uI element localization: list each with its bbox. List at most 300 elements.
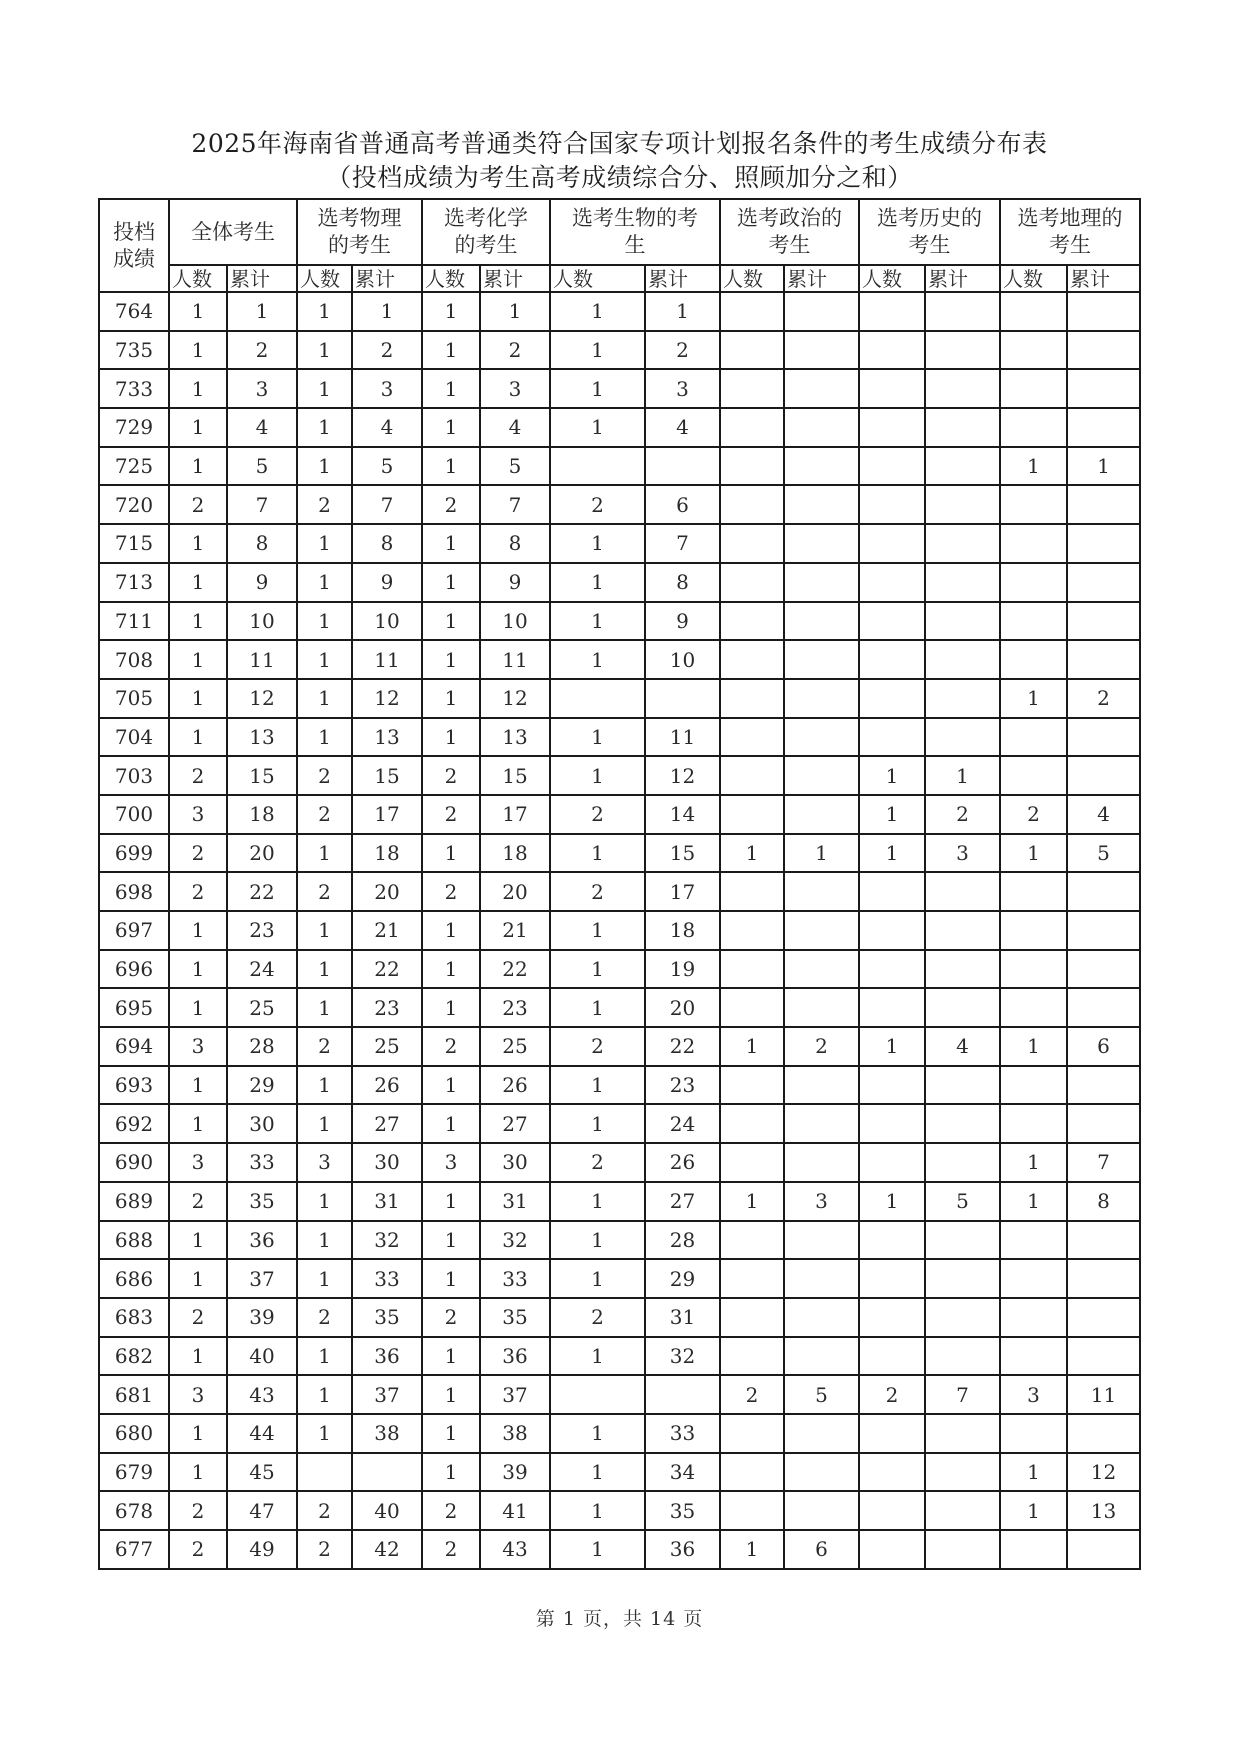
score-cell: 680 bbox=[99, 1414, 169, 1453]
cumulative-cell: 2 bbox=[645, 331, 720, 370]
cumulative-cell: 18 bbox=[227, 795, 297, 834]
count-cell: 1 bbox=[169, 718, 227, 757]
count-cell: 1 bbox=[720, 834, 784, 873]
count-cell: 1 bbox=[169, 408, 227, 447]
count-cell: 1 bbox=[1000, 1182, 1067, 1221]
cumulative-cell: 40 bbox=[227, 1337, 297, 1376]
table-row bbox=[99, 485, 1140, 524]
cumulative-cell: 10 bbox=[227, 602, 297, 641]
cumulative-cell: 32 bbox=[352, 1221, 422, 1260]
cumulative-cell: 8 bbox=[645, 563, 720, 602]
score-cell: 678 bbox=[99, 1491, 169, 1530]
score-cell: 689 bbox=[99, 1182, 169, 1221]
count-cell bbox=[550, 679, 645, 718]
count-cell bbox=[1000, 1221, 1067, 1260]
table-row bbox=[99, 795, 1140, 834]
cumulative-cell: 4 bbox=[352, 408, 422, 447]
cumulative-cell: 29 bbox=[645, 1259, 720, 1298]
count-cell: 1 bbox=[297, 563, 352, 602]
cumulative-cell bbox=[925, 950, 1000, 989]
cumulative-cell bbox=[925, 1491, 1000, 1530]
cumulative-cell bbox=[1067, 1066, 1140, 1105]
cumulative-cell: 33 bbox=[227, 1143, 297, 1182]
cumulative-cell bbox=[925, 369, 1000, 408]
cumulative-cell: 4 bbox=[645, 408, 720, 447]
cumulative-cell: 11 bbox=[645, 718, 720, 757]
cumulative-cell bbox=[784, 872, 859, 911]
cumulative-cell: 9 bbox=[227, 563, 297, 602]
count-cell bbox=[1000, 408, 1067, 447]
count-cell: 1 bbox=[422, 1066, 480, 1105]
count-cell bbox=[859, 1530, 925, 1569]
cumulative-cell bbox=[1067, 1298, 1140, 1337]
group-header-history: 选考历史的考生 bbox=[859, 199, 1000, 265]
cumulative-cell bbox=[784, 485, 859, 524]
count-cell: 1 bbox=[550, 408, 645, 447]
cumulative-cell: 30 bbox=[227, 1104, 297, 1143]
count-cell bbox=[720, 718, 784, 757]
cumulative-cell: 22 bbox=[227, 872, 297, 911]
cumulative-cell: 24 bbox=[645, 1104, 720, 1143]
cumulative-cell: 2 bbox=[227, 331, 297, 370]
cumulative-cell: 18 bbox=[352, 834, 422, 873]
cumulative-cell: 4 bbox=[1067, 795, 1140, 834]
count-cell bbox=[1000, 872, 1067, 911]
cumulative-cell bbox=[784, 447, 859, 486]
cumulative-cell: 13 bbox=[227, 718, 297, 757]
cumulative-cell: 12 bbox=[645, 756, 720, 795]
count-cell: 1 bbox=[297, 1182, 352, 1221]
cumulative-cell: 1 bbox=[480, 292, 550, 331]
cumulative-cell: 13 bbox=[480, 718, 550, 757]
cumulative-cell bbox=[784, 563, 859, 602]
cumulative-cell: 27 bbox=[645, 1182, 720, 1221]
count-cell bbox=[1000, 1414, 1067, 1453]
cumulative-cell bbox=[784, 1298, 859, 1337]
cumulative-cell bbox=[784, 369, 859, 408]
cumulative-cell: 22 bbox=[645, 1027, 720, 1066]
count-cell: 1 bbox=[422, 369, 480, 408]
cumulative-cell: 33 bbox=[645, 1414, 720, 1453]
count-cell bbox=[1000, 718, 1067, 757]
subheader-count: 人数 bbox=[169, 265, 227, 292]
count-cell bbox=[859, 1414, 925, 1453]
table-row bbox=[99, 872, 1140, 911]
count-cell: 1 bbox=[169, 640, 227, 679]
count-cell: 1 bbox=[297, 408, 352, 447]
count-cell: 1 bbox=[550, 1182, 645, 1221]
cumulative-cell bbox=[1067, 756, 1140, 795]
count-cell: 1 bbox=[422, 1259, 480, 1298]
count-cell bbox=[720, 988, 784, 1027]
count-cell: 1 bbox=[169, 1104, 227, 1143]
cumulative-cell bbox=[784, 331, 859, 370]
cumulative-cell bbox=[1067, 331, 1140, 370]
count-cell: 1 bbox=[169, 1453, 227, 1492]
count-cell bbox=[720, 872, 784, 911]
cumulative-cell: 31 bbox=[352, 1182, 422, 1221]
cumulative-cell: 17 bbox=[480, 795, 550, 834]
group-header-physics: 选考物理的考生 bbox=[297, 199, 422, 265]
count-cell bbox=[859, 911, 925, 950]
count-cell bbox=[859, 485, 925, 524]
count-cell: 1 bbox=[422, 1375, 480, 1414]
table-row bbox=[99, 1104, 1140, 1143]
count-cell: 1 bbox=[550, 331, 645, 370]
cumulative-cell bbox=[925, 447, 1000, 486]
cumulative-cell bbox=[1067, 563, 1140, 602]
count-cell: 3 bbox=[422, 1143, 480, 1182]
count-cell: 2 bbox=[297, 872, 352, 911]
score-cell: 695 bbox=[99, 988, 169, 1027]
score-cell: 715 bbox=[99, 524, 169, 563]
count-cell: 1 bbox=[550, 602, 645, 641]
cumulative-cell bbox=[784, 1104, 859, 1143]
cumulative-cell bbox=[925, 1143, 1000, 1182]
cumulative-cell: 2 bbox=[1067, 679, 1140, 718]
count-cell: 1 bbox=[297, 834, 352, 873]
table-row bbox=[99, 834, 1140, 873]
cumulative-cell: 1 bbox=[227, 292, 297, 331]
cumulative-cell: 2 bbox=[784, 1027, 859, 1066]
count-cell bbox=[859, 872, 925, 911]
table-row bbox=[99, 1337, 1140, 1376]
cumulative-cell: 1 bbox=[784, 834, 859, 873]
count-cell bbox=[859, 369, 925, 408]
count-cell: 1 bbox=[169, 369, 227, 408]
count-cell: 1 bbox=[169, 1337, 227, 1376]
cumulative-cell: 36 bbox=[645, 1530, 720, 1569]
cumulative-cell: 10 bbox=[480, 602, 550, 641]
count-cell: 1 bbox=[422, 292, 480, 331]
cumulative-cell bbox=[784, 1066, 859, 1105]
count-cell: 2 bbox=[297, 795, 352, 834]
table-row bbox=[99, 988, 1140, 1027]
cumulative-cell: 5 bbox=[1067, 834, 1140, 873]
cumulative-cell bbox=[925, 331, 1000, 370]
count-cell: 1 bbox=[422, 988, 480, 1027]
count-cell: 2 bbox=[297, 1530, 352, 1569]
count-cell bbox=[859, 1143, 925, 1182]
count-cell: 1 bbox=[859, 795, 925, 834]
score-cell: 693 bbox=[99, 1066, 169, 1105]
count-cell bbox=[720, 369, 784, 408]
count-cell: 1 bbox=[859, 834, 925, 873]
count-cell: 1 bbox=[169, 1414, 227, 1453]
group-header-geography: 选考地理的考生 bbox=[1000, 199, 1140, 265]
cumulative-cell: 35 bbox=[645, 1491, 720, 1530]
count-cell: 2 bbox=[297, 1491, 352, 1530]
count-cell bbox=[1000, 1066, 1067, 1105]
cumulative-cell bbox=[784, 640, 859, 679]
cumulative-cell: 19 bbox=[645, 950, 720, 989]
cumulative-cell: 7 bbox=[352, 485, 422, 524]
cumulative-cell bbox=[925, 911, 1000, 950]
table-row bbox=[99, 911, 1140, 950]
count-cell: 1 bbox=[550, 369, 645, 408]
cumulative-cell: 5 bbox=[480, 447, 550, 486]
count-cell: 1 bbox=[169, 1259, 227, 1298]
cumulative-cell bbox=[925, 640, 1000, 679]
subheader-count: 人数 bbox=[859, 265, 925, 292]
cumulative-cell: 23 bbox=[352, 988, 422, 1027]
count-cell bbox=[1000, 563, 1067, 602]
count-cell: 1 bbox=[297, 640, 352, 679]
count-cell bbox=[859, 292, 925, 331]
count-cell: 1 bbox=[720, 1182, 784, 1221]
cumulative-cell: 13 bbox=[1067, 1491, 1140, 1530]
cumulative-cell: 35 bbox=[480, 1298, 550, 1337]
count-cell: 1 bbox=[1000, 447, 1067, 486]
count-cell: 1 bbox=[297, 1104, 352, 1143]
score-cell: 711 bbox=[99, 602, 169, 641]
count-cell: 2 bbox=[169, 834, 227, 873]
cumulative-cell: 11 bbox=[352, 640, 422, 679]
count-cell: 2 bbox=[169, 756, 227, 795]
count-cell bbox=[1000, 524, 1067, 563]
cumulative-cell bbox=[784, 718, 859, 757]
cumulative-cell: 28 bbox=[645, 1221, 720, 1260]
cumulative-cell: 2 bbox=[925, 795, 1000, 834]
cumulative-cell: 32 bbox=[645, 1337, 720, 1376]
cumulative-cell: 35 bbox=[352, 1298, 422, 1337]
score-cell: 686 bbox=[99, 1259, 169, 1298]
cumulative-cell: 9 bbox=[645, 602, 720, 641]
count-cell bbox=[859, 950, 925, 989]
score-cell: 699 bbox=[99, 834, 169, 873]
count-cell bbox=[859, 1491, 925, 1530]
cumulative-cell bbox=[1067, 369, 1140, 408]
cumulative-cell: 12 bbox=[1067, 1453, 1140, 1492]
count-cell: 1 bbox=[422, 1453, 480, 1492]
score-cell: 688 bbox=[99, 1221, 169, 1260]
score-column-header: 投档成绩 bbox=[99, 199, 169, 292]
count-cell bbox=[859, 640, 925, 679]
cumulative-cell: 31 bbox=[480, 1182, 550, 1221]
count-cell bbox=[1000, 1104, 1067, 1143]
cumulative-cell bbox=[925, 602, 1000, 641]
count-cell bbox=[859, 408, 925, 447]
count-cell: 2 bbox=[169, 1491, 227, 1530]
cumulative-cell: 4 bbox=[925, 1027, 1000, 1066]
count-cell: 1 bbox=[422, 1221, 480, 1260]
cumulative-cell: 37 bbox=[352, 1375, 422, 1414]
cumulative-cell bbox=[1067, 950, 1140, 989]
count-cell: 2 bbox=[550, 1143, 645, 1182]
subheader-count: 人数 bbox=[1000, 265, 1067, 292]
count-cell: 1 bbox=[550, 834, 645, 873]
table-row bbox=[99, 718, 1140, 757]
count-cell bbox=[550, 447, 645, 486]
count-cell bbox=[720, 292, 784, 331]
cumulative-cell: 9 bbox=[352, 563, 422, 602]
cumulative-cell: 5 bbox=[227, 447, 297, 486]
cumulative-cell: 17 bbox=[352, 795, 422, 834]
cumulative-cell: 7 bbox=[1067, 1143, 1140, 1182]
count-cell: 1 bbox=[297, 369, 352, 408]
table-row bbox=[99, 1221, 1140, 1260]
subheader-cumulative: 累计 bbox=[784, 265, 859, 292]
table-row bbox=[99, 679, 1140, 718]
count-cell: 1 bbox=[169, 679, 227, 718]
count-cell: 2 bbox=[550, 1298, 645, 1337]
count-cell: 1 bbox=[422, 718, 480, 757]
cumulative-cell: 40 bbox=[352, 1491, 422, 1530]
cumulative-cell: 43 bbox=[480, 1530, 550, 1569]
cumulative-cell: 35 bbox=[227, 1182, 297, 1221]
cumulative-cell: 44 bbox=[227, 1414, 297, 1453]
cumulative-cell: 12 bbox=[227, 679, 297, 718]
cumulative-cell: 15 bbox=[227, 756, 297, 795]
cumulative-cell bbox=[925, 524, 1000, 563]
count-cell: 2 bbox=[422, 1027, 480, 1066]
table-row bbox=[99, 756, 1140, 795]
cumulative-cell bbox=[925, 1453, 1000, 1492]
count-cell: 2 bbox=[297, 1027, 352, 1066]
count-cell: 1 bbox=[550, 1530, 645, 1569]
cumulative-cell: 33 bbox=[480, 1259, 550, 1298]
count-cell bbox=[859, 524, 925, 563]
cumulative-cell bbox=[784, 524, 859, 563]
cumulative-cell bbox=[784, 1453, 859, 1492]
count-cell: 1 bbox=[550, 911, 645, 950]
score-cell: 677 bbox=[99, 1530, 169, 1569]
cumulative-cell: 37 bbox=[227, 1259, 297, 1298]
group-header-chemistry: 选考化学的考生 bbox=[422, 199, 550, 265]
score-cell: 682 bbox=[99, 1337, 169, 1376]
count-cell: 2 bbox=[550, 795, 645, 834]
count-cell bbox=[1000, 331, 1067, 370]
cumulative-cell bbox=[784, 1221, 859, 1260]
cumulative-cell: 6 bbox=[784, 1530, 859, 1569]
count-cell: 1 bbox=[422, 640, 480, 679]
count-cell bbox=[720, 1298, 784, 1337]
count-cell: 2 bbox=[550, 872, 645, 911]
count-cell: 2 bbox=[720, 1375, 784, 1414]
count-cell: 1 bbox=[550, 1414, 645, 1453]
count-cell bbox=[1000, 950, 1067, 989]
count-cell bbox=[720, 1453, 784, 1492]
count-cell bbox=[859, 447, 925, 486]
score-cell: 735 bbox=[99, 331, 169, 370]
cumulative-cell: 3 bbox=[645, 369, 720, 408]
cumulative-cell: 12 bbox=[352, 679, 422, 718]
count-cell bbox=[720, 485, 784, 524]
count-cell: 2 bbox=[169, 485, 227, 524]
count-cell: 2 bbox=[422, 1491, 480, 1530]
cumulative-cell: 36 bbox=[352, 1337, 422, 1376]
count-cell: 1 bbox=[297, 718, 352, 757]
cumulative-cell bbox=[925, 1259, 1000, 1298]
subheader-cumulative: 累计 bbox=[480, 265, 550, 292]
count-cell: 3 bbox=[1000, 1375, 1067, 1414]
cumulative-cell bbox=[1067, 524, 1140, 563]
cumulative-cell bbox=[925, 718, 1000, 757]
count-cell: 1 bbox=[550, 718, 645, 757]
score-cell: 729 bbox=[99, 408, 169, 447]
cumulative-cell: 12 bbox=[480, 679, 550, 718]
count-cell: 1 bbox=[297, 331, 352, 370]
count-cell: 1 bbox=[422, 679, 480, 718]
count-cell: 1 bbox=[297, 602, 352, 641]
score-distribution-table bbox=[98, 198, 1141, 1570]
count-cell: 1 bbox=[550, 1259, 645, 1298]
cumulative-cell bbox=[1067, 1414, 1140, 1453]
cumulative-cell: 7 bbox=[480, 485, 550, 524]
cumulative-cell bbox=[645, 447, 720, 486]
score-cell: 733 bbox=[99, 369, 169, 408]
cumulative-cell: 11 bbox=[227, 640, 297, 679]
cumulative-cell: 30 bbox=[480, 1143, 550, 1182]
count-cell: 3 bbox=[169, 1027, 227, 1066]
count-cell: 2 bbox=[169, 1182, 227, 1221]
count-cell: 1 bbox=[297, 1337, 352, 1376]
count-cell: 1 bbox=[550, 950, 645, 989]
cumulative-cell bbox=[925, 1530, 1000, 1569]
count-cell: 3 bbox=[169, 795, 227, 834]
cumulative-cell: 31 bbox=[645, 1298, 720, 1337]
cumulative-cell bbox=[1067, 640, 1140, 679]
count-cell: 1 bbox=[297, 524, 352, 563]
score-cell: 713 bbox=[99, 563, 169, 602]
table-row bbox=[99, 524, 1140, 563]
score-cell: 703 bbox=[99, 756, 169, 795]
count-cell: 1 bbox=[550, 1337, 645, 1376]
table-row bbox=[99, 369, 1140, 408]
cumulative-cell bbox=[925, 292, 1000, 331]
count-cell bbox=[859, 1221, 925, 1260]
count-cell bbox=[720, 524, 784, 563]
table-body bbox=[99, 292, 1140, 1569]
cumulative-cell bbox=[1067, 1337, 1140, 1376]
score-cell: 690 bbox=[99, 1143, 169, 1182]
group-header-all: 全体考生 bbox=[169, 199, 297, 265]
count-cell: 2 bbox=[550, 1027, 645, 1066]
page-footer: 第 1 页，共 14 页 bbox=[535, 1608, 704, 1630]
count-cell: 3 bbox=[169, 1143, 227, 1182]
count-cell: 1 bbox=[859, 1182, 925, 1221]
cumulative-cell: 6 bbox=[1067, 1027, 1140, 1066]
count-cell: 1 bbox=[720, 1530, 784, 1569]
cumulative-cell bbox=[1067, 1259, 1140, 1298]
cumulative-cell bbox=[925, 563, 1000, 602]
count-cell bbox=[720, 563, 784, 602]
count-cell bbox=[1000, 1298, 1067, 1337]
cumulative-cell: 18 bbox=[645, 911, 720, 950]
cumulative-cell bbox=[784, 950, 859, 989]
document-title: 2025年海南省普通高考普通类符合国家专项计划报名条件的考生成绩分布表 bbox=[191, 129, 1048, 158]
count-cell: 1 bbox=[169, 563, 227, 602]
count-cell: 1 bbox=[169, 1221, 227, 1260]
cumulative-cell: 23 bbox=[645, 1066, 720, 1105]
cumulative-cell: 42 bbox=[352, 1530, 422, 1569]
count-cell bbox=[720, 640, 784, 679]
count-cell: 1 bbox=[169, 331, 227, 370]
count-cell: 1 bbox=[422, 331, 480, 370]
cumulative-cell bbox=[925, 485, 1000, 524]
count-cell bbox=[859, 1259, 925, 1298]
group-header-biology: 选考生物的考生 bbox=[550, 199, 720, 265]
count-cell: 1 bbox=[422, 834, 480, 873]
cumulative-cell: 1 bbox=[925, 756, 1000, 795]
count-cell: 1 bbox=[859, 1027, 925, 1066]
count-cell: 2 bbox=[422, 872, 480, 911]
count-cell bbox=[859, 1453, 925, 1492]
cumulative-cell: 39 bbox=[480, 1453, 550, 1492]
count-cell: 1 bbox=[550, 1066, 645, 1105]
score-cell: 725 bbox=[99, 447, 169, 486]
cumulative-cell: 3 bbox=[227, 369, 297, 408]
